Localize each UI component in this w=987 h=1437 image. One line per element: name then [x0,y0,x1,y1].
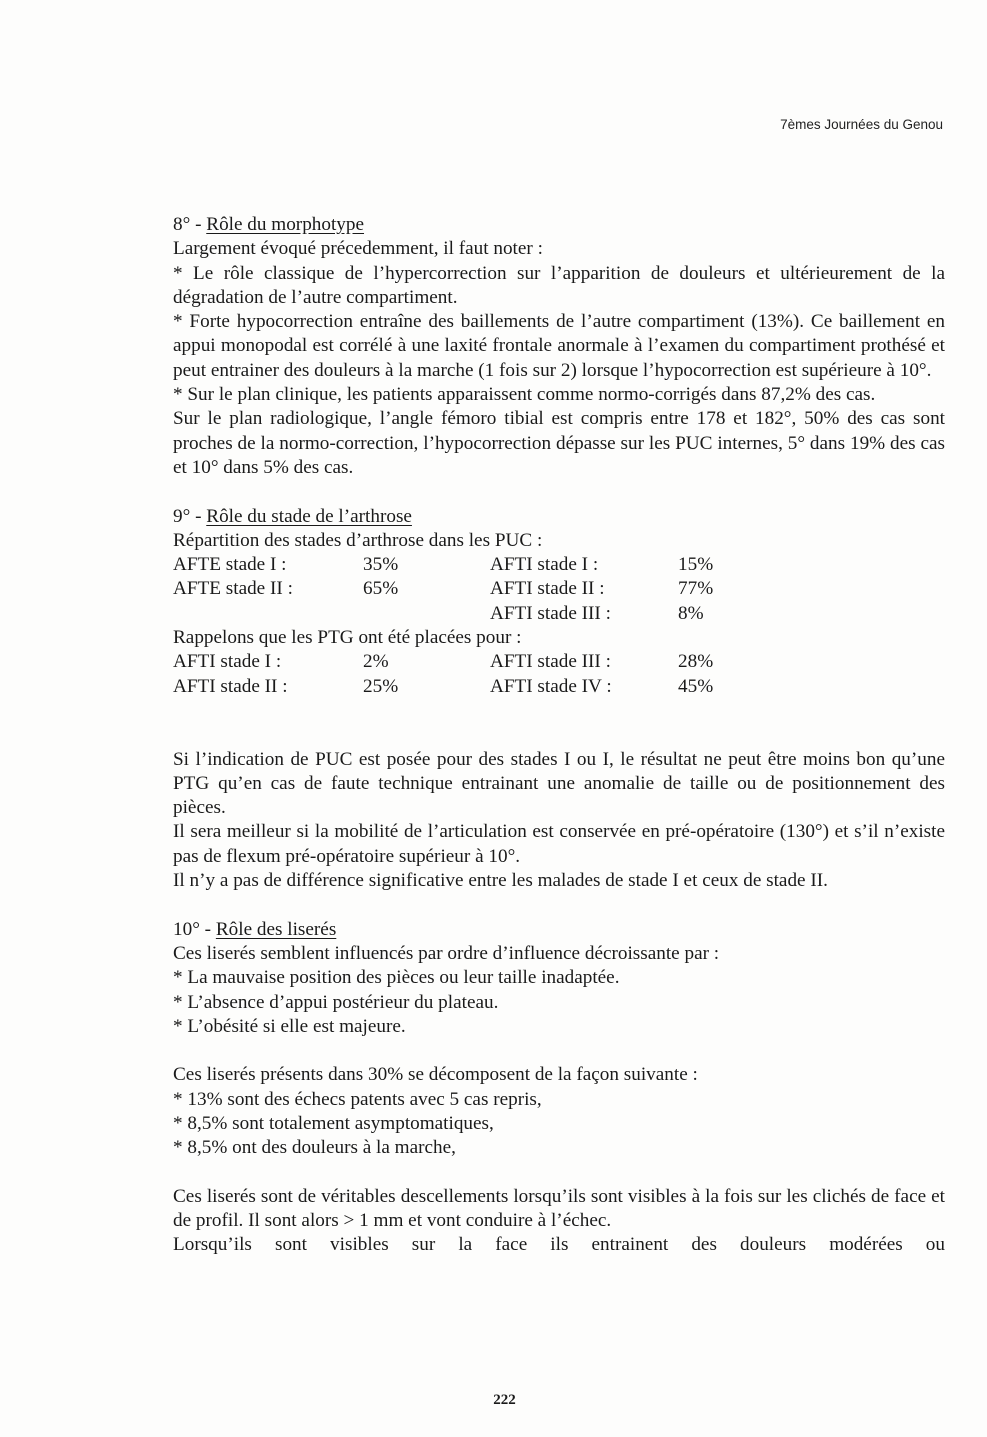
table-cell: AFTE stade I : [173,554,287,576]
table-cell: 45% [678,675,714,697]
list-item: * L’obésité si elle est majeure. [173,1015,406,1037]
section-10-intro: Ces liserés semblent influencés par ordre d’influence décroissante par : [173,942,720,964]
section-10-heading [173,918,945,942]
table-cell: 25% [363,675,399,697]
section-8-bullet-hypercorrection: * Le rôle classique de l’hypercorrection sur l’apparition de douleurs et ultérieurement de la dégradation de l’autre compartiment. [173,262,945,308]
puc-stage-table [173,553,945,626]
list-item: * L’absence d’appui postérieur du plateau. [173,991,499,1013]
section-10-paragraph: Ces liserés sont de véritables descellements lorsqu’ils sont visibles à la fois sur les clichés de face et de profil. Il sont alors > 1 mm et vont conduire à l’échec. [173,1185,945,1232]
table-cell: AFTI stade I : [490,554,599,576]
table-cell: AFTI stade I : [173,651,282,673]
table-row [173,553,945,577]
table-cell: 15% [678,554,714,576]
table-cell: AFTI stade II : [490,578,605,600]
table-cell [363,602,490,626]
section-10-number: 10° - [173,918,216,940]
table-cell: 35% [363,554,399,576]
table-row [173,602,945,626]
table-cell: AFTI stade II : [173,675,288,697]
table-cell: AFTI stade III : [490,602,611,624]
ptg-intro: Rappelons que les PTG ont été placées pour : [173,627,522,649]
section-9-paragraph: Il sera meilleur si la mobilité de l’articulation est conservée en pré-opératoire (130°) et s’il n’existe pas de flexum pré-opératoire supérieur à 10°. [173,821,945,867]
section-8-bullet-clinical: * Sur le plan clinique, les patients apparaissent comme normo-corrigés dans 87,2% des cas. [173,384,876,406]
table-row [173,650,945,674]
table-cell: 8% [678,602,704,624]
page-number: 222 [493,1392,516,1408]
section-9-paragraph: Il n’y a pas de différence significative entre les malades de stade I et ceux de stade II. [173,870,828,892]
section-9-heading [173,505,945,529]
section-8-radiological: Sur le plan radiologique, l’angle fémoro tibial est compris entre 178 et 182°, 50% des cas sont proches de la normo-correction, l’hypocorrection dépasse sur les PUC internes, 5° dans 19% des cas et 10° dans 5% des cas. [173,408,945,478]
table-cell: AFTI stade IV : [490,675,612,697]
table-cell: 77% [678,578,714,600]
section-8-title: Rôle du morphotype [206,214,365,235]
table-cell [173,602,363,626]
section-10-paragraph-continued: Lorsqu’ils sont visibles sur la face ils entrainent des douleurs modérées ou [173,1234,945,1256]
section-8-heading [173,213,945,237]
section-9-paragraph: Si l’indication de PUC est posée pour des stades I ou I, le résultat ne peut être moins bon qu’une PTG qu’en cas de faute technique entrainant une anomalie de taille ou de positionnement des pièces. [173,748,945,819]
ptg-stage-table [173,650,945,699]
table-row [173,577,945,601]
section-8-number: 8° - [173,214,207,235]
table-cell: 28% [678,651,714,673]
section-10-intro-2: Ces liserés présents dans 30% se décomposent de la façon suivante : [173,1064,698,1086]
table-cell: AFTI stade III : [490,651,611,673]
table-cell: AFTE stade II : [173,578,293,600]
page-body [173,213,945,1258]
list-item: * 8,5% ont des douleurs à la marche, [173,1137,456,1159]
section-8-intro: Largement évoqué précedemment, il faut noter : [173,238,543,260]
section-10-title: Rôle des liserés [215,918,337,940]
section-9-title: Rôle du stade de l’arthrose [206,505,412,527]
running-header: 7èmes Journées du Genou [780,117,943,132]
table-cell: 65% [363,578,399,600]
list-item: * 13% sont des échecs patents avec 5 cas repris, [173,1088,542,1110]
section-9-intro: Répartition des stades d’arthrose dans les PUC : [173,529,543,551]
list-item: * 8,5% sont totalement asymptomatiques, [173,1112,494,1134]
section-9-number: 9° - [173,505,207,527]
table-cell: 2% [363,651,389,673]
list-item: * La mauvaise position des pièces ou leur taille inadaptée. [173,967,620,989]
section-8-bullet-hypocorrection: * Forte hypocorrection entraîne des baillements de l’autre compartiment (13%). Ce baillement en appui monopodal est corrélé à une laxité frontale anormale à l’examen du compartiment prothésé et peut entrainer des douleurs à la marche (1 fois sur 2) lorsque l’hypocorrection est supérieure à 10°. [173,311,945,381]
table-row [173,675,945,699]
